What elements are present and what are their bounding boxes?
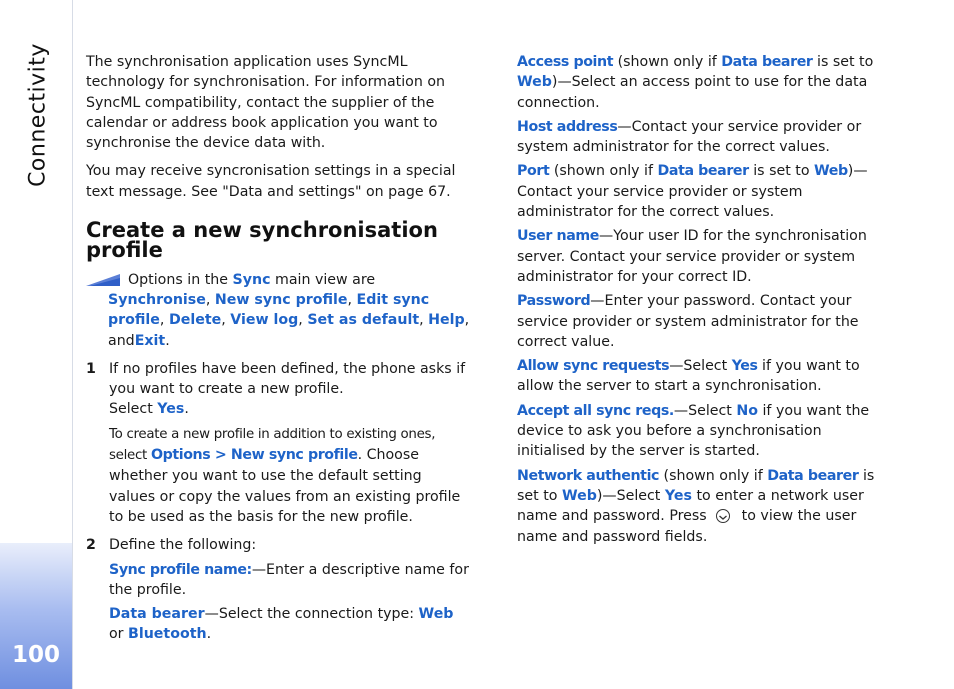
intro-paragraph: The synchronisation application uses SyncML technology for synchronisation. For information on SyncML compatibility, contact the supplier of the calendar or address book application you want to synchronise the device data with.	[86, 54, 446, 152]
data-bearer-item: Data bearer—Select the connection type: Web or Bluetooth.	[109, 606, 454, 643]
section-heading: Create a new synchronisation profile	[86, 218, 438, 263]
section-title	[16, 45, 60, 185]
options-note: Options in the Sync main view are Synchronise, New sync profile, Edit sync profile, Delete, View log, Set as default, Help, andExit.	[86, 270, 470, 351]
access-point-item: Access point (shown only if Data bearer is set to Web)—Select an access point to use for the data connection.	[517, 54, 874, 111]
right-column	[517, 52, 889, 555]
scroll-key-icon	[715, 508, 731, 524]
sync-profile-name-item: Sync profile name:—Enter a descriptive name for the profile.	[109, 561, 469, 598]
step-2-text: Define the following:	[109, 537, 257, 554]
user-name-item: User name—Your user ID for the synchronisation server. Contact your service provider or system administrator for your correct ID.	[517, 228, 867, 285]
sidebar	[0, 0, 73, 689]
step-1	[86, 359, 470, 527]
port-item: Port (shown only if Data bearer is set to Web)—Contact your service provider or system administrator for the correct values.	[517, 163, 868, 221]
accept-all-sync-item: Accept all sync reqs.—Select No if you want the device to ask you before a synchronisation initialised by the server is started.	[517, 402, 870, 460]
step-number: 1	[86, 360, 96, 377]
step-1-text: If no profiles have been defined, the phone asks if you want to create a new profile. Select Yes.	[109, 360, 466, 418]
host-address-item: Host address—Contact your service provider or system administrator for the correct values.	[517, 118, 862, 156]
allow-sync-requests-item: Allow sync requests—Select Yes if you want to allow the server to start a synchronisation.	[517, 358, 860, 395]
settings-paragraph: You may receive syncronisation settings in a special text message. See "Data and settings" on page 67.	[86, 163, 456, 200]
section-title-text: Connectivity	[25, 43, 51, 187]
left-column	[86, 52, 470, 653]
step-1-detail: To create a new profile in addition to existing ones, select Options > New sync profile. Choose whether you want to use the default setting values or copy the values from an existing profile to be used as the basis for the new profile.	[109, 426, 461, 525]
network-authentic-item: Network authentic (shown only if Data bearer is set to Web)—Select Yes to enter a network user name and password. Press to view the user name and password fields.	[517, 467, 875, 545]
note-icon	[86, 274, 120, 286]
password-item: Password—Enter your password. Contact your service provider or system administrator for the correct value.	[517, 293, 859, 350]
step-2	[86, 535, 470, 644]
step-number: 2	[86, 537, 96, 554]
page-number: 100	[12, 642, 61, 668]
